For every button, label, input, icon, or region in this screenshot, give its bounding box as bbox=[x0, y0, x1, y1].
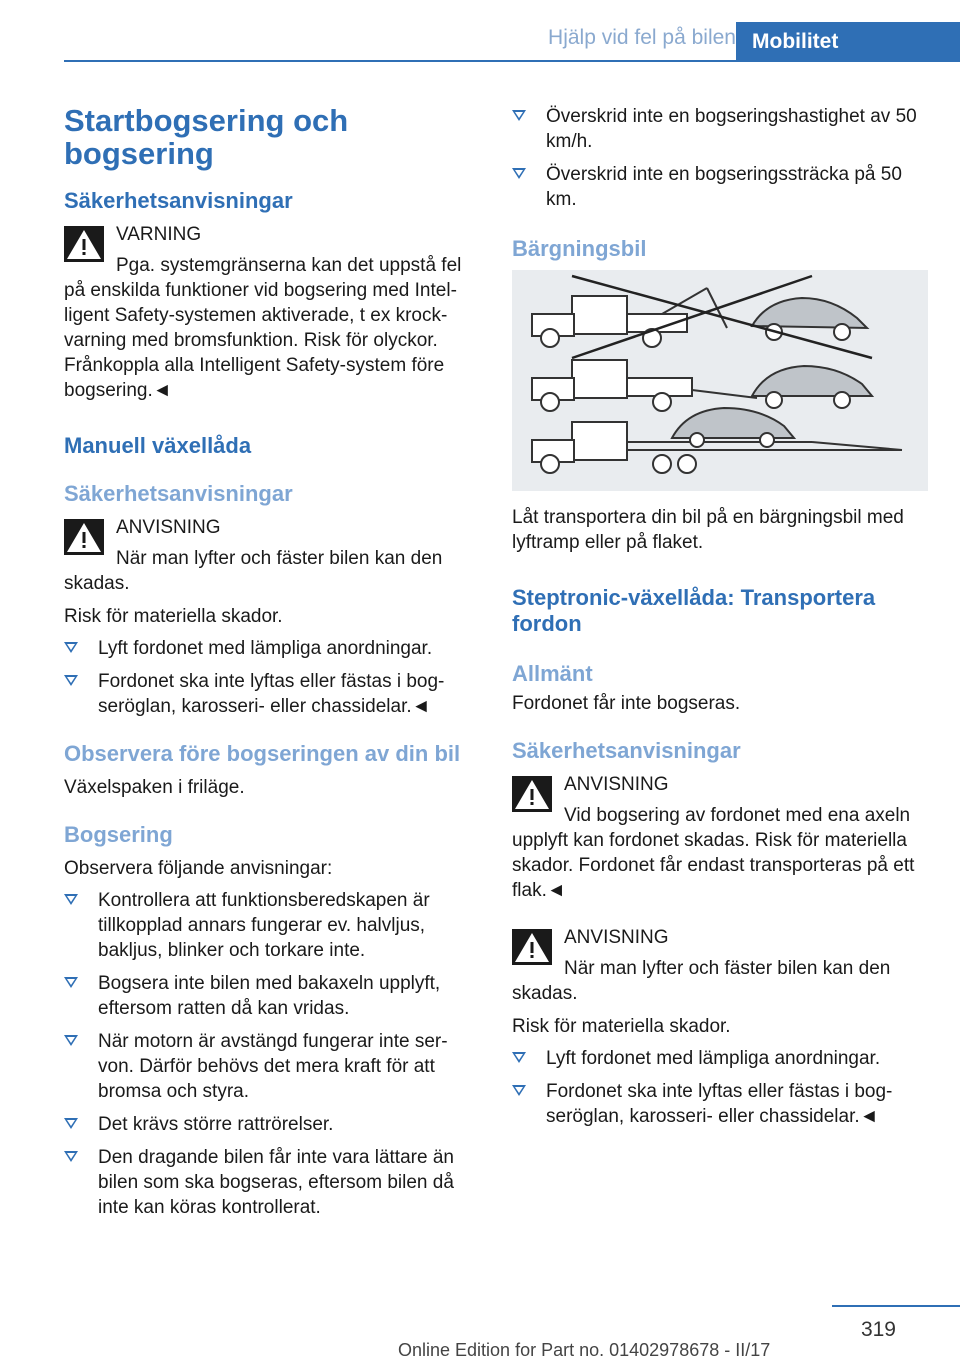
bullet-list-top bbox=[512, 104, 932, 212]
towing-heading: Bogsering bbox=[64, 822, 173, 847]
list-item: Fordonet ska inte lyftas eller fästas i bog‐seröglan, karosseri- eller chassidelar.◄ bbox=[64, 669, 476, 719]
bullet-list-3 bbox=[512, 1046, 932, 1129]
page-number: 319 bbox=[860, 1318, 896, 1341]
right-column bbox=[512, 100, 932, 1139]
header-section-title: Hjälp vid fel på bilen bbox=[548, 26, 736, 49]
tow-truck-text: Låt transportera din bil på en bärgningsbil med lyftramp eller på flaket. bbox=[512, 507, 904, 553]
bullet-list-2 bbox=[64, 888, 476, 1220]
list-item: Lyft fordonet med lämpliga anordningar. bbox=[512, 1046, 932, 1071]
list-item: Bogsera inte bilen med bakaxeln upplyft, eftersom ratten då kan vridas. bbox=[64, 971, 476, 1021]
observe-heading: Observera före bogseringen av din bil bbox=[64, 741, 461, 766]
list-item: Kontrollera att funktionsberedskapen är tillkopplad annars fungerar ev. halvljus, bakljus, blinker och torkare inte. bbox=[64, 888, 476, 963]
list-item: Fordonet ska inte lyftas eller fästas i bog‐seröglan, karosseri- eller chassidelar.◄ bbox=[512, 1079, 932, 1129]
warning-icon bbox=[512, 776, 552, 812]
general-heading: Allmänt bbox=[512, 661, 593, 686]
warning-text: Pga. systemgränserna kan det uppstå fel på enskilda funktioner vid bogsering med Intel‐ligent Safety-systemen aktiverade, t ex krock‐varning med bromsfunktion. Risk för olyckor. Frånkoppla alla Intelligent Safety-system före bogsering.◄ bbox=[64, 255, 462, 401]
list-item: Lyft fordonet med lämpliga anordningar. bbox=[64, 636, 476, 661]
bullet-list-1 bbox=[64, 636, 476, 719]
list-item: Överskrid inte en bogseringshastighet av 50 km/h. bbox=[512, 104, 932, 154]
warning-icon bbox=[64, 519, 104, 555]
notice-block-3 bbox=[512, 925, 932, 1006]
notice-text: Vid bogsering av fordonet med ena axeln upplyft kan fordonet skadas. Risk för materiella skador. Fordonet får endast transporteras på ett flak.◄ bbox=[512, 805, 915, 901]
warning-icon bbox=[64, 226, 104, 262]
warning-block-1 bbox=[64, 222, 476, 403]
header-chapter-tab: Mobilitet bbox=[736, 22, 960, 62]
safety-heading-3: Säkerhetsanvisningar bbox=[512, 738, 741, 763]
left-column bbox=[64, 100, 476, 1230]
notice-label: ANVISNING bbox=[564, 927, 669, 948]
observe-text: Växelspaken i friläge. bbox=[64, 777, 245, 798]
safety-heading-2: Säkerhetsanvisningar bbox=[64, 481, 293, 506]
list-item: Den dragande bilen får inte vara lättare än bilen som ska bogseras, eftersom bilen då inte kan köras kontrollerat. bbox=[64, 1145, 476, 1220]
risk-text: Risk för materiella skador. bbox=[64, 606, 283, 627]
general-text: Fordonet får inte bogseras. bbox=[512, 693, 741, 714]
list-item: Överskrid inte en bogseringssträcka på 50 km. bbox=[512, 162, 932, 212]
header-rule bbox=[64, 60, 960, 62]
edition-info: Online Edition for Part no. 01402978678 - II/17 bbox=[398, 1340, 771, 1360]
warning-label: VARNING bbox=[116, 224, 202, 245]
warning-icon bbox=[512, 929, 552, 965]
notice-block-2 bbox=[512, 772, 932, 903]
manual-gearbox-heading: Manuell växellåda bbox=[64, 433, 252, 458]
risk-text: Risk för materiella skador. bbox=[512, 1016, 731, 1037]
list-item: När motorn är avstängd fungerar inte ser‐von. Därför behövs det mera kraft för att bromsa och styra. bbox=[64, 1029, 476, 1104]
steptronic-heading: Steptronic-växellåda: Transportera fordon bbox=[512, 585, 876, 636]
page-title: Startbogsering och bogsering bbox=[64, 103, 349, 171]
notice-label: ANVISNING bbox=[116, 517, 221, 538]
notice-block-1 bbox=[64, 515, 476, 596]
list-item: Det krävs större rattrörelser. bbox=[64, 1112, 476, 1137]
tow-truck-illustration bbox=[512, 270, 928, 491]
tow-truck-icon bbox=[512, 270, 928, 491]
notice-label: ANVISNING bbox=[564, 774, 669, 795]
notice-text: När man lyfter och fäster bilen kan den skadas. bbox=[512, 958, 891, 1004]
towing-intro: Observera följande anvisningar: bbox=[64, 858, 333, 879]
tow-truck-heading: Bärgningsbil bbox=[512, 236, 647, 261]
notice-text: När man lyfter och fäster bilen kan den skadas. bbox=[64, 548, 443, 594]
footer-rule bbox=[832, 1305, 960, 1307]
safety-heading-1: Säkerhetsanvisningar bbox=[64, 188, 293, 213]
